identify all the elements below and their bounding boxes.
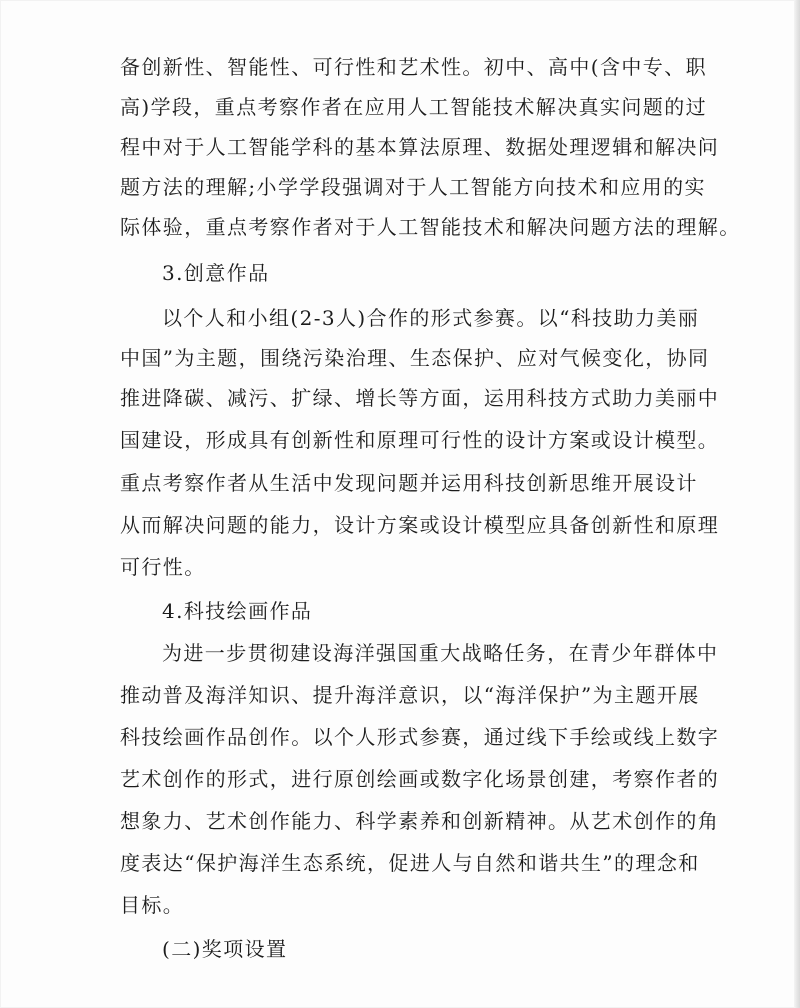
text-line: 题方法的理解;小学学段强调对于人工智能方向技术和应用的实 (120, 175, 706, 199)
text-line: 推动普及海洋知识、提升海洋意识，以“海洋保护”为主题开展 (120, 683, 700, 707)
text-line: 科技绘画作品创作。以个人形式参赛，通过线下手绘或线上数字 (120, 725, 720, 749)
text-line: 高)学段，重点考察作者在应用人工智能技术解决真实问题的过 (120, 95, 708, 119)
text-line: 想象力、艺术创作能力、科学素养和创新精神。从艺术创作的角 (120, 809, 720, 833)
section-heading: (二)奖项设置 (162, 937, 288, 961)
page-edge-shadow (794, 0, 800, 1008)
text-line: 目标。 (120, 893, 185, 917)
text-line: 艺术创作的形式，进行原创绘画或数字化场景创建，考察作者的 (120, 767, 720, 791)
text-line: 际体验，重点考察作者对于人工智能技术和解决问题方法的理解。 (120, 215, 741, 239)
text-line: 可行性。 (120, 555, 206, 579)
text-line: 程中对于人工智能学科的基本算法原理、数据处理逻辑和解决问 (120, 135, 720, 159)
text-line: 推进降碳、减污、扩绿、增长等方面，运用科技方式助力美丽中 (120, 386, 720, 410)
text-line: 以个人和小组(2-3人)合作的形式参赛。以“科技助力美丽 (162, 306, 700, 330)
text-line: 为进一步贯彻建设海洋强国重大战略任务，在青少年群体中 (162, 641, 719, 665)
text-line: 备创新性、智能性、可行性和艺术性。初中、高中(含中专、职 (120, 55, 708, 79)
text-line: 中国”为主题，围绕污染治理、生态保护、应对气候变化，协同 (120, 346, 710, 370)
text-line: 重点考察作者从生活中发现问题并运用科技创新思维开展设计 (120, 471, 698, 495)
section-heading: 4.科技绘画作品 (162, 599, 313, 623)
text-line: 从而解决问题的能力，设计方案或设计模型应具备创新性和原理 (120, 513, 720, 537)
text-line: 国建设，形成具有创新性和原理可行性的设计方案或设计模型。 (120, 428, 720, 452)
section-heading: 3.创意作品 (162, 261, 270, 285)
text-line: 度表达“保护海洋生态系统，促进人与自然和谐共生”的理念和 (120, 851, 700, 875)
